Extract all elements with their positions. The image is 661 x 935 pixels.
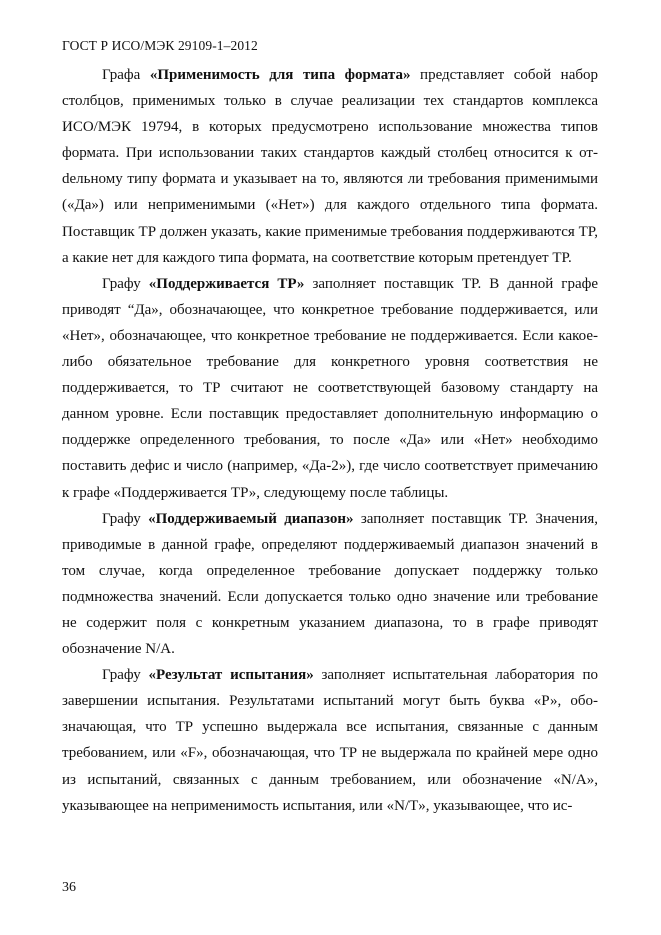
- paragraph-format-applicability: [62, 62, 598, 271]
- paragraph-body: заполняет поставщик ТР. Значения, приводимые в данной графе, определяют поддерживаемый диапазон значений в том случае, когда определенное требование допускает поддержку только подмножества значений. Если допускается только одно значение или требование не содержит поля с конкретным указанием диапазона, то в графе приводят обозначение N/A.: [62, 510, 598, 658]
- term-supported-range: «Поддерживаемый диапазон»: [148, 510, 354, 527]
- page-header-standard-code: ГОСТ Р ИСО/МЭК 29109-1–2012: [62, 38, 258, 53]
- paragraph-lead: Графа: [102, 67, 150, 83]
- term-test-result: «Результат испытания»: [148, 667, 314, 684]
- paragraph-supported-range: [62, 506, 598, 663]
- paragraph-lead: Графу: [102, 510, 149, 527]
- term-supported-by-tr: «Поддерживается ТР»: [148, 275, 305, 292]
- paragraph-body: представляет собой набор столбцов, применимых только в случае реализации тех стандартов комплекса ИСО/МЭК 19794, в которых предусмотрено использование множества типов формата. При использовании таких стандартов каждый столбец относится к отdельному типу формата и указывает на то, являются ли требования применимыми («Да») или неприменимыми («Нет») для каждого отдельного типа формата. Поставщик ТР должен указать, какие применимые требования поддерживаются ТР, а какие нет для каждого типа формата, на соответствие которым претендует ТР.: [62, 67, 598, 266]
- document-body: [62, 62, 598, 819]
- paragraph-supported-by-tr: [62, 271, 598, 506]
- paragraph-body: заполняет поставщик ТР. В данной графе приводят “Да», обозначающее, что конкретное требование поддерживается, или «Нет», обозначающее, что конкретное требование не поддерживается. Если какое-либо обязательное требование для конкретного уровня соответствия не поддерживается, то ТР считают не соответствующей базовому стандарту на данном уровне. Если поставщик предоставляет дополнительную информацию о поддержке определенного требования, то после «Да» или «Нет» необходимо поставить дефис и число (например, «Да-2»), где число соответствует примечанию к графе «Поддерживается ТР», следующему после таблицы.: [62, 275, 598, 501]
- term-format-applicability: «Применимость для типа формата»: [149, 67, 411, 83]
- paragraph-lead: Графу: [102, 667, 149, 684]
- paragraph-lead: Графу: [102, 275, 149, 292]
- paragraph-body: заполняет испытательная лаборатория по завершении испытания. Результатами испытаний могут быть буква «Р», обозначающая, что ТР успешно выдержала все испытания, связанные с данным требованием, или «F», обозначающая, что ТР не выдержала по крайней мере одно из испытаний, связанных с данным требованием, или обозначение «N/A», указывающее на неприменимость испытания, или «N/T», указывающее, что ис-: [62, 667, 598, 814]
- page-number: 36: [62, 880, 76, 895]
- paragraph-test-result: [62, 662, 598, 819]
